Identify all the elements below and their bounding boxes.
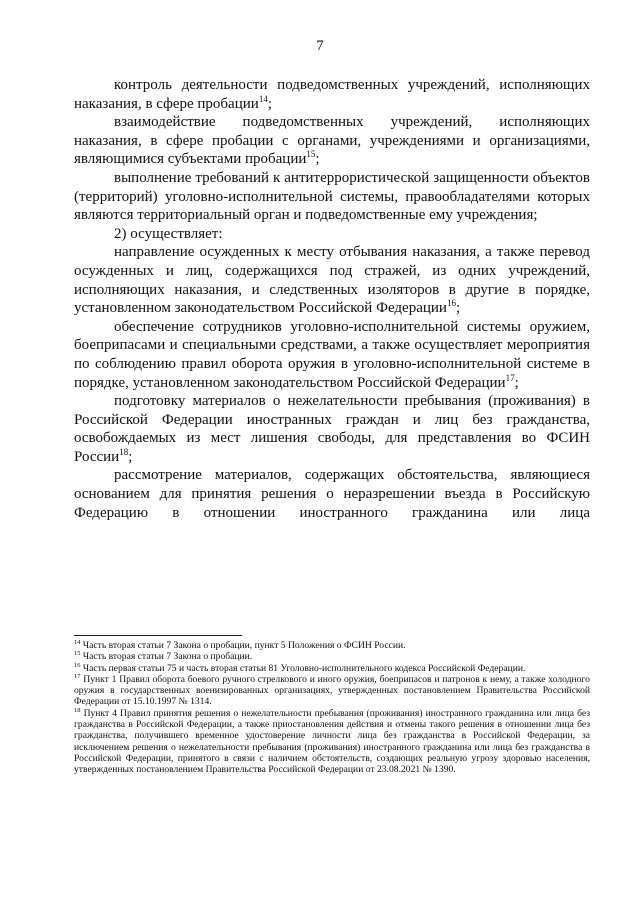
paragraph <box>74 113 590 169</box>
footnote-ref: 17 <box>505 372 515 383</box>
paragraph-text: обеспечение сотрудников уголовно-исполнительной системы оружием, боеприпасами и специальными средствами, а также осуществляет мероприятия по соблюдению правил оборота оружия в уголовно-исполнительной системе в порядке, установленном законодательством Российской Федерации <box>74 318 590 391</box>
paragraph <box>74 76 590 113</box>
paragraph-text: направление осужденных к месту отбывания наказания, а также перевод осужденных и лиц, содержащихся под стражей, из одних учреждений, исполняющих наказания, и следственных изоляторов в другие в порядке, установленном законодательством Российской Федерации <box>74 244 590 317</box>
paragraph-text: выполнение требований к антитеррористической защищенности объектов (территорий) уголовно-исполнительной системы, правообладателями которых являются территориальный орган и подведомственные ему учреждения; <box>74 169 590 224</box>
paragraph-tail: ; <box>514 374 519 391</box>
paragraph-tail: ; <box>267 95 272 112</box>
paragraph-tail: ; <box>315 151 320 168</box>
footnote <box>74 651 590 662</box>
footnote <box>74 708 590 776</box>
footnote-text: Пункт 4 Правил принятия решения о нежелательности пребывания (проживания) иностранного гражданина или лица без гражданства в Российской Федерации, а также приостановления действия и отмены такого решения в отношении лица без гражданства, получившего временное удостоверение личности лица без гражданства в Российской Федерации, за исключением решения о нежелательности пребывания (проживания) иностранного гражданина или лица без гражданства в Российской Федерации, принятого в связи с наличием обстоятельств, создающих реальную угрозу здоровью населения, утвержденных постановлением Правительства Российской Федерации от 23.08.2021 № 1390. <box>74 707 590 776</box>
footnote-number: 18 <box>74 706 81 714</box>
footnote-number: 16 <box>74 661 81 669</box>
paragraph <box>74 392 590 466</box>
paragraph-text: рассмотрение материалов, содержащих обстоятельства, являющиеся основанием для принятия решения о неразрешении въезда в Российскую Федерацию в отношении иностранного гражданина или лица <box>74 467 590 521</box>
footnote-divider <box>74 635 242 636</box>
footnote-number: 14 <box>74 639 81 646</box>
footnote-text: Часть вторая статьи 7 Закона о пробации, пункт 5 Положения о ФСИН России. <box>82 640 406 651</box>
paragraph <box>74 318 590 392</box>
footnote-ref: 18 <box>119 446 129 457</box>
footnote-text: Часть первая статьи 75 и часть вторая статьи 81 Уголовно-исполнительного кодекса Российской Федерации. <box>82 662 526 674</box>
footnote <box>74 663 590 674</box>
footnote <box>74 674 590 708</box>
paragraph <box>74 225 590 244</box>
footnote-ref: 14 <box>258 93 268 104</box>
footnote-ref: 16 <box>446 298 456 309</box>
footnote-ref: 15 <box>306 149 316 160</box>
paragraph-tail: ; <box>455 300 461 317</box>
paragraph-text: 2) осуществляет: <box>114 225 223 242</box>
page-number: 7 <box>316 38 324 54</box>
footnote-text: Пункт 1 Правил оборота боевого ручного стрелкового и иного оружия, боеприпасов и патронов к нему, а также холодного оружия в государственных военизированных организациях, утвержденных постановлением Правительства Российской Федерации от 15.10.1997 № 1314. <box>74 673 590 708</box>
footnote <box>74 640 590 651</box>
paragraph-text: подготовку материалов о нежелательности пребывания (проживания) в Российской Федерации иностранных граждан и лиц без гражданства, освобождаемых из мест лишения свободы, для представления во ФСИН России <box>74 393 590 465</box>
paragraph <box>74 466 590 522</box>
footnote-number: 17 <box>74 672 81 680</box>
body-text <box>74 76 590 522</box>
paragraph-text: взаимодействие подведомственных учреждений, исполняющих наказания, в сфере пробации с органами, учреждениями и организациями, являющимися субъектами пробации <box>74 114 590 168</box>
paragraph-tail: ; <box>128 448 133 465</box>
footnotes <box>74 640 590 776</box>
paragraph <box>74 169 590 225</box>
footnote-text: Часть вторая статьи 7 Закона о пробации. <box>82 651 253 663</box>
paragraph <box>74 243 590 317</box>
footnote-number: 15 <box>74 650 81 658</box>
paragraph-text: контроль деятельности подведомственных учреждений, исполняющих наказания, в сфере пробации <box>74 77 590 112</box>
